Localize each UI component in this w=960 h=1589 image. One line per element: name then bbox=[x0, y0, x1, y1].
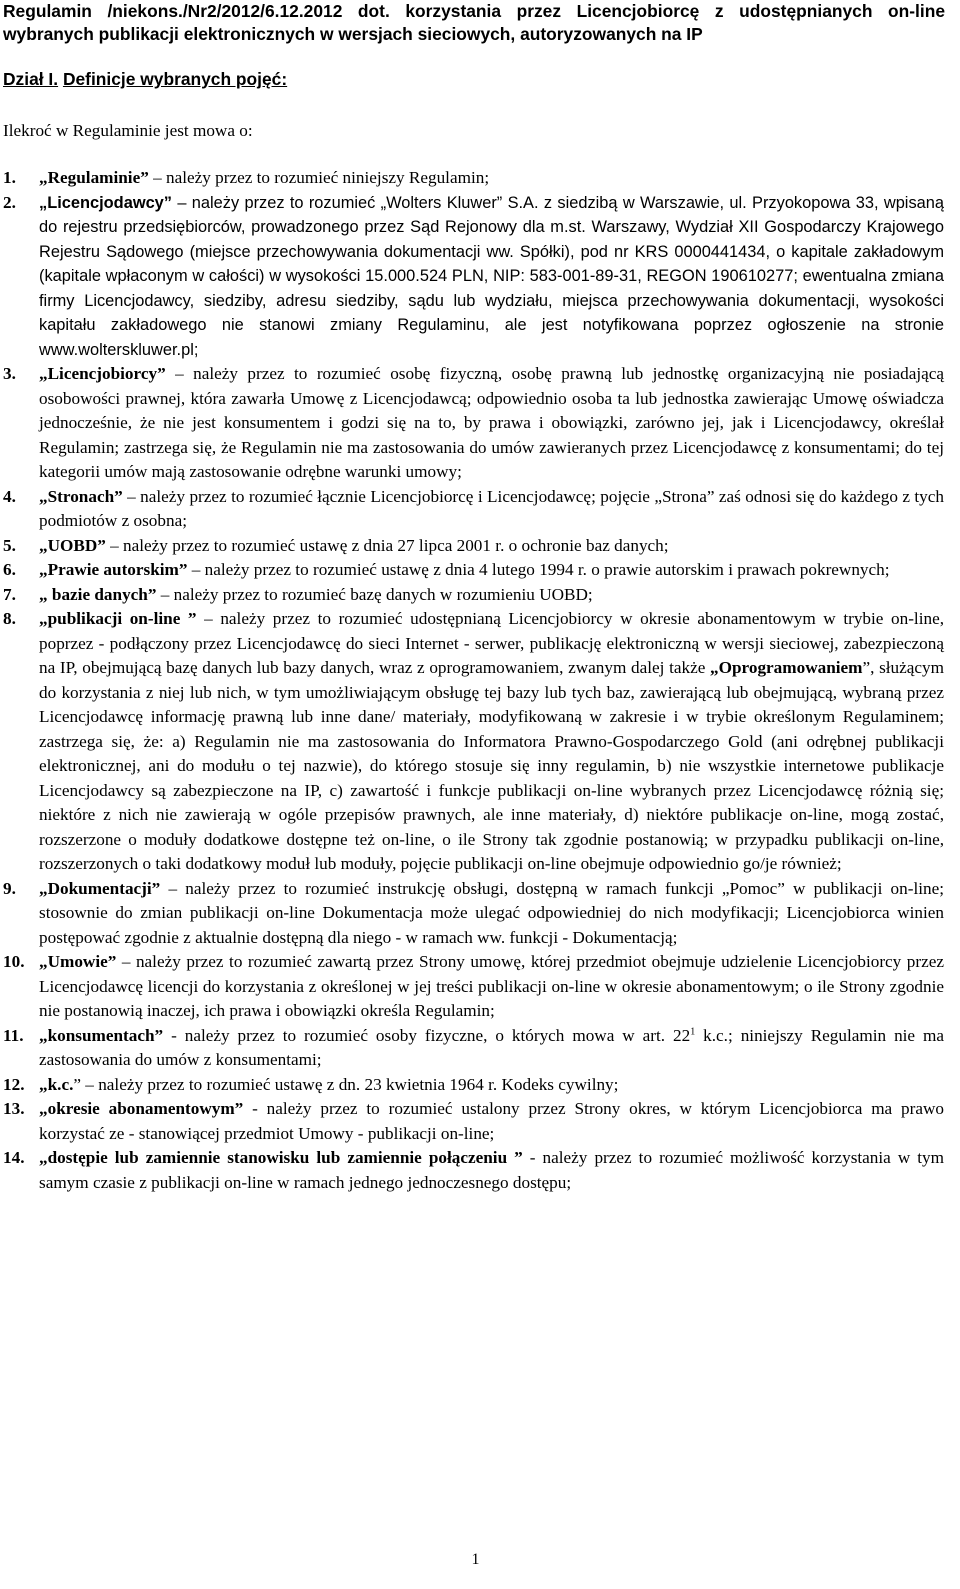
definition-item bbox=[0, 558, 951, 583]
definition-text: - należy przez to rozumieć osoby fizyczne, o których mowa w art. 22 bbox=[163, 1025, 691, 1045]
definition-text: – należy przez to rozumieć łącznie Licencjobiorcę i Licencjodawcę; pojęcie „Strona” zaś odnosi się do każdego z tych podmiotów z osobna; bbox=[39, 486, 944, 531]
definition-text-continued: ”, służącym do korzystania z niej lub nich, w tym umożliwiającym obsługę tej bazy lub tych baz, zawierającą lub obejmującą, wybraną przez Licencjodawcę informację prawną lub inne dane/ materiały, modyfikowaną w zakresie i w trybie określonym Regulaminem; zastrzega się, że: a) Regulamin nie ma zastosowania do Informatora Prawno-Gospodarczego Gold (ani odrębnej publikacji elektronicznej, ani do modułu o tej nazwie), do którego stosuje się inny regulamin, b) nie wszystkie internetowe publikacje Licencjodawcy są zabezpieczone na IP, c) zawartość i funkcje publikacji on-line wybranych przez Licencjodawcę różnią się; niektóre z nich nie zawierają w ogóle przepisów prawnych, ale inne materiały, d) niektóre publikacje on-line, mogą zostać, rozszerzone o moduły dodatkowe dostępne też on-line, o ile Strony tak zgodnie postanowią; w przypadku publikacji on-line, rozszerzonych o taki dodatkowy moduł lub moduły, pojęcie publikacji on-line obejmuje odpowiednio go/je również; bbox=[39, 658, 944, 874]
definition-item bbox=[0, 166, 951, 191]
definition-item bbox=[0, 1024, 951, 1073]
definition-text-continued: k.c.; niniejszy Regulamin nie ma zastosowania do umów z konsumentami; bbox=[39, 1025, 945, 1070]
definition-term-secondary: „Oprogramowaniem bbox=[710, 658, 863, 678]
definition-item bbox=[0, 362, 951, 485]
definition-item bbox=[0, 1097, 951, 1146]
item-number: 12. bbox=[3, 1074, 25, 1094]
definition-text: – należy przez to rozumieć „Wolters Kluwer” S.A. z siedzibą w Warszawie, ul. Przyokopowa 33, wpisaną do rejestru przedsiębiorców, prowadzonego przez Sąd Rejonowy dla m.st. Warszawy, Wydział XII Gospodarczy Krajowego Rejestru Sądowego (miejsce przechowywania dokumentacji ww. Spółki), pod nr KRS 0000441434, o kapitale zakładowym (kapitale wpłaconym w całości) w wysokości 15.000.524 PLN, NIP: 583-001-89-31, REGON 190610277; ewentualna zmiana firmy Licencjodawcy, siedziby, adresu siedziby, sądu lub wydziału, miejsca przechowywania dokumentacji, wysokości kapitału zakładowego nie stanowi zmiany Regulaminu, ale jest notyfikowana poprzez ogłoszenie na stronie www.wolterskluwer.pl; bbox=[39, 193, 944, 359]
definition-term: „UOBD” bbox=[39, 535, 106, 555]
definition-term: „Licencjobiorcy” bbox=[39, 364, 166, 384]
item-number: 4. bbox=[3, 486, 16, 506]
definition-text: – należy przez to rozumieć ustawę z dnia 4 lutego 1994 r. o prawie autorskim i prawach pokrewnych; bbox=[187, 560, 890, 580]
definition-text: – należy przez to rozumieć niniejszy Regulamin; bbox=[148, 168, 490, 188]
definition-item bbox=[0, 950, 951, 1024]
definition-term: „k.c. bbox=[39, 1074, 74, 1094]
definition-term: „Prawie autorskim” bbox=[39, 560, 188, 580]
definition-term: „ bazie danych” bbox=[39, 584, 157, 604]
definition-term: „konsumentach” bbox=[39, 1025, 164, 1045]
item-number: 11. bbox=[3, 1025, 24, 1045]
definition-text: – należy przez to rozumieć ustawę z dnia 27 lipca 2001 r. o ochronie baz danych; bbox=[105, 535, 669, 555]
definition-term: „dostępie lub zamiennie stanowisku lub zamiennie połączeniu ” bbox=[39, 1148, 523, 1168]
superscript: 1 bbox=[690, 1025, 696, 1037]
definition-term: „Stronach” bbox=[39, 486, 123, 506]
item-number: 10. bbox=[3, 952, 25, 972]
item-number: 2. bbox=[3, 192, 16, 212]
definition-term: „Umowie” bbox=[39, 952, 117, 972]
item-number: 9. bbox=[3, 878, 16, 898]
definition-term: „okresie abonamentowym” bbox=[39, 1099, 244, 1119]
item-number: 13. bbox=[3, 1099, 25, 1119]
item-number: 14. bbox=[3, 1148, 25, 1168]
item-number: 5. bbox=[3, 535, 16, 555]
definition-text: – należy przez to rozumieć instrukcję obsługi, dostępną w ramach funkcji „Pomoc” w publikacji on-line; stosownie do zmian publikacji on-line Dokumentacja może ulegać odpowiedniej do nich modyfikacji; Licencjobiorca winien postępować zgodnie z aktualnie dostępną dla niego - w ramach ww. funkcji - Dokumentacją; bbox=[39, 878, 944, 947]
definition-item bbox=[0, 607, 951, 877]
definition-item bbox=[0, 583, 951, 608]
definition-term: „Dokumentacji” bbox=[39, 878, 161, 898]
definition-term: „Licencjodawcy” bbox=[39, 193, 172, 212]
definition-item bbox=[0, 1073, 951, 1098]
definition-text: - należy przez to rozumieć możliwość korzystania w tym samym czasie z publikacji on-line w ramach jednego jednoczesnego dostępu; bbox=[39, 1148, 944, 1192]
item-number: 7. bbox=[3, 584, 16, 604]
page-number: 1 bbox=[471, 1551, 480, 1568]
definitions-list bbox=[0, 166, 951, 1195]
section-label: Dział I. bbox=[3, 69, 59, 90]
definition-term: „Regulaminie” bbox=[39, 168, 149, 188]
intro-text: Ilekroć w Regulaminie jest mowa o: bbox=[3, 120, 253, 140]
item-number: 6. bbox=[3, 560, 16, 580]
definition-item bbox=[0, 877, 951, 951]
definition-text: – należy przez to rozumieć zawartą przez Strony umowę, której przedmiot obejmuje udzielenie Licencjobiorcy przez Licencjodawcę licencji do korzystania z określonej w jej treści publikacji on-line w okresie abonamentowym; o ile Strony zgodnie nie postanowią inaczej, ich prawa i obowiązki określa Regulamin; bbox=[39, 952, 944, 1021]
definition-text: - należy przez to rozumieć ustalony przez Strony okres, w którym Licencjobiorca ma prawo korzystać ze - stanowiącej przedmiot Umowy - publikacji on-line; bbox=[39, 1099, 944, 1143]
section-title: Definicje wybranych pojęć: bbox=[62, 69, 288, 90]
definition-item bbox=[0, 1146, 951, 1195]
section-heading bbox=[3, 67, 951, 92]
definition-text: – należy przez to rozumieć udostępnianą Licencjobiorcy w okresie abonamentowym w trybie on-line, poprzez - podłączony przez Licencjodawcę do sieci Internet - serwer, publikację elektroniczną w wersji sieciowej, zabezpieczoną na IP, obejmującą bazę danych lub bazy danych, wraz z oprogramowaniem, zwanym dalej także bbox=[39, 609, 945, 678]
definition-text: – należy przez to rozumieć bazę danych w rozumieniu UOBD; bbox=[156, 584, 593, 604]
item-number: 8. bbox=[3, 609, 16, 629]
item-number: 3. bbox=[3, 364, 16, 384]
definition-text: ” – należy przez to rozumieć ustawę z dn. 23 kwietnia 1964 r. Kodeks cywilny; bbox=[73, 1074, 619, 1094]
definition-item bbox=[0, 191, 951, 363]
definition-text: – należy przez to rozumieć osobę fizyczną, osobę prawną lub jednostkę organizacyjną nie posiadającą osobowości prawnej, która zawarła Umowę z Licencjodawcą; odpowiednio osoba ta lub jednostka zawierając Umowę oświadcza jednocześnie, że nie jest konsumentem i godzi się na to, by prawa i obowiązki, zarówno jej, jak i Licencjodawcy, określał Regulamin; zastrzega się, że Regulamin nie ma zastosowania do umów zawieranych przez Licencjodawcę z konsumentami; do tej kategorii umów mają zastosowanie odrębne warunki umowy; bbox=[39, 364, 944, 482]
definition-item bbox=[0, 485, 951, 534]
definition-term: „publikacji on-line ” bbox=[39, 609, 197, 629]
item-number: 1. bbox=[3, 168, 16, 188]
definition-item bbox=[0, 534, 951, 559]
document-title: Regulamin /niekons./Nr2/2012/6.12.2012 dot. korzystania przez Licencjobiorcę z udostępnianych on-line wybranych publikacji elektronicznych w wersjach sieciowych, autoryzowanych na IP bbox=[3, 1, 945, 44]
